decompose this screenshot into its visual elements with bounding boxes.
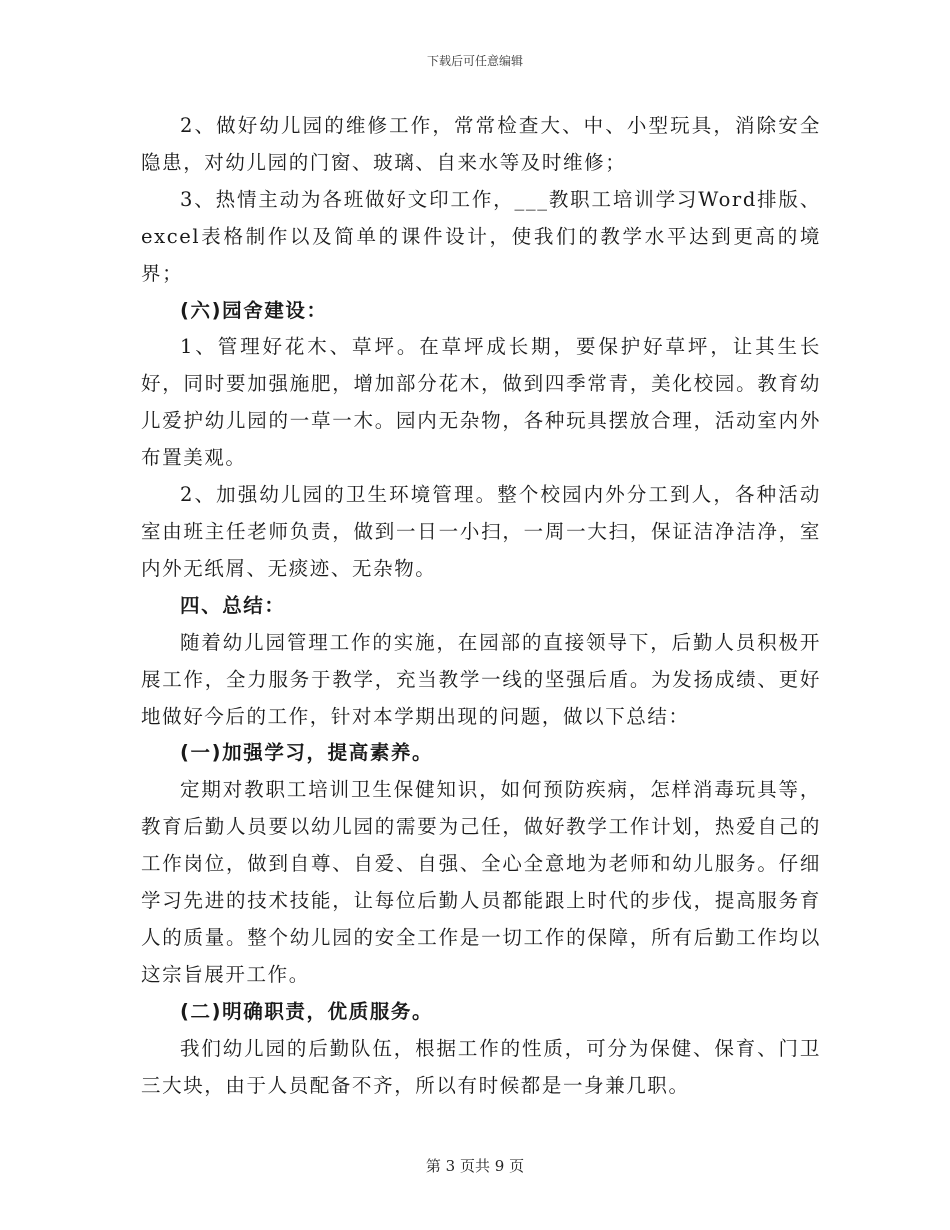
paragraph-plants-lawn: 1、管理好花木、草坪。在草坪成长期，要保护好草坪，让其生长好，同时要加强施肥，增加部分花木，做到四季常青，美化校园。教育幼儿爱护幼儿园的一草一木。园内无杂物，各种玩具摆放合理，活动室内外布置美观。 [141,335,821,470]
paragraph-maintenance: 2、做好幼儿园的维修工作，常常检查大、中、小型玩具，消除安全隐患，对幼儿园的门窗、玻璃、自来水等及时维修； [141,114,821,174]
paragraph-hygiene: 2、加强幼儿园的卫生环境管理。整个校园内外分工到人，各种活动室由班主任老师负责，做到一日一小扫，一周一大扫，保证洁净洁净，室内外无纸屑、无痰迹、无杂物。 [141,483,821,580]
heading-strengthen-learning: (一)加强学习，提高素养。 [180,741,434,765]
heading-summary: 四、总结： [180,593,286,617]
heading-campus-construction: (六)园舍建设： [180,298,328,322]
paragraph-training: 定期对教职工培训卫生保健知识，如何预防疾病，怎样消毒玩具等，教育后勤人员要以幼儿园的需要为己任，做好教学工作计划，热爱自己的工作岗位，做到自尊、自爱、自强、全心全意地为老师和幼儿服务。仔细学习先进的技术技能，让每位后勤人员都能跟上时代的步伐，提高服务育人的质量。整个幼儿园的安全工作是一切工作的保障，所有后勤工作均以这宗旨展开工作。 [141,778,821,986]
paragraph-logistics-team: 我们幼儿园的后勤队伍，根据工作的性质，可分为保健、保育、门卫三大块，由于人员配备不齐，所以有时候都是一身兼几职。 [141,1036,821,1097]
document-body [141,108,821,1104]
heading-clarify-duties: (二)明确职责，优质服务。 [180,999,434,1023]
page-number: 第 3 页共 9 页 [425,1157,525,1175]
paragraph-printing: 3、热情主动为各班做好文印工作，___教职工培训学习Word排版、excel表格制作以及简单的课件设计，使我们的教学水平达到更高的境界； [141,187,821,285]
paragraph-summary-intro: 随着幼儿园管理工作的实施，在园部的直接领导下，后勤人员积极开展工作，全力服务于教学，充当教学一线的坚强后盾。为发扬成绩、更好地做好今后的工作，针对本学期出现的问题，做以下总结： [141,630,821,728]
page-header: 下载后可任意编辑 [426,54,523,68]
